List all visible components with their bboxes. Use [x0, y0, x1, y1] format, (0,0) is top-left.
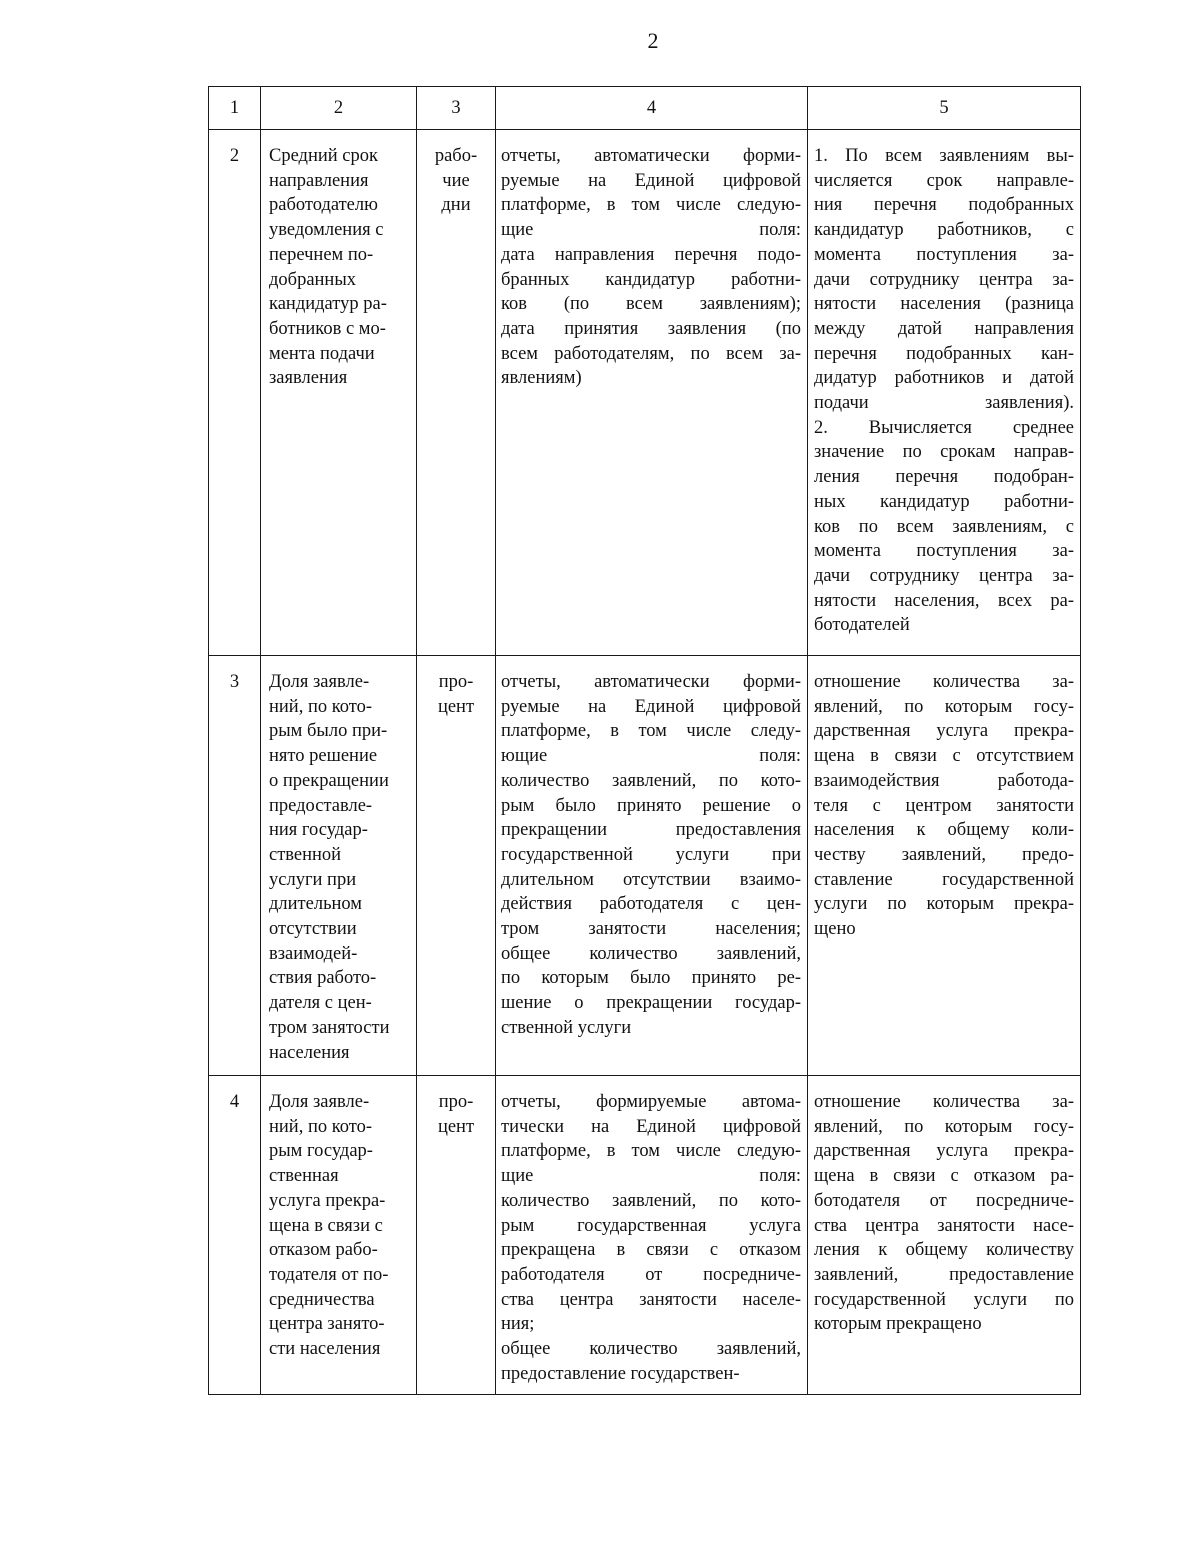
indicator-name-line: средничества: [269, 1289, 375, 1310]
calculation-method-line: населения к общему коли-: [814, 820, 1074, 841]
indicator-name: [261, 656, 417, 1076]
row-number: 3: [209, 656, 261, 1076]
data-source-line: щие поля:: [501, 220, 801, 241]
data-source-line: по которым было принято ре-: [501, 968, 801, 989]
calculation-method-line: ления перечня подобран-: [814, 467, 1074, 488]
data-source: [496, 1076, 808, 1395]
calculation-method-line: перечня подобранных кан-: [814, 343, 1074, 364]
calculation-method-line: ботодателей: [814, 615, 910, 636]
data-source-line: общее количество заявлений,: [501, 943, 801, 964]
calculation-method-line: щена в связи с отсутствием: [814, 746, 1074, 767]
indicator-name-line: ствия работо-: [269, 968, 377, 989]
indicator-name-line: рым было при-: [269, 721, 388, 742]
unit-of-measure-line: дни: [441, 195, 471, 216]
calculation-method: [808, 1076, 1081, 1395]
calculation-method-line: взаимодействия работода-: [814, 770, 1074, 791]
data-source-line: бранных кандидатур работни-: [501, 269, 801, 290]
indicator-name-line: нято решение: [269, 746, 378, 767]
data-source-line: шение о прекращении государ-: [501, 993, 801, 1014]
calculation-method-line: момента поступления за-: [814, 541, 1074, 562]
calculation-method-line: числяется срок направле-: [814, 170, 1074, 191]
calculation-method-line: которым прекращено: [814, 1314, 982, 1335]
data-source-line: платформе, в том числе следую-: [501, 195, 801, 216]
data-source-line: работодателя от посредниче-: [501, 1264, 801, 1285]
indicator-name-line: сти населения: [269, 1339, 381, 1360]
calculation-method-line: заявлений, предоставление: [814, 1264, 1074, 1285]
data-source-line: длительном отсутствии взаимо-: [501, 869, 801, 890]
calculation-method-line: ления к общему количеству: [814, 1240, 1074, 1261]
calculation-method-line: щено: [814, 919, 856, 940]
calculation-method-line: услуги по которым прекра-: [814, 894, 1074, 915]
calculation-method-line: отношение количества за-: [814, 672, 1074, 692]
calculation-method-line: между датой направления: [814, 318, 1074, 339]
calculation-method-line: щена в связи с отказом ра-: [814, 1166, 1074, 1187]
calculation-method: [808, 656, 1081, 1076]
calculation-method-line: дачи сотруднику центра за-: [814, 269, 1074, 290]
indicator-name: [261, 1076, 417, 1395]
table-row: [209, 1076, 1081, 1395]
data-source-line: дата принятия заявления (по: [501, 318, 801, 339]
indicator-name-line: ботников с мо-: [269, 318, 386, 339]
indicator-name-line: рым государ-: [269, 1141, 373, 1162]
data-source-line: платформе, в том числе следую-: [501, 1141, 801, 1162]
indicator-name-line: работодателю: [269, 195, 378, 216]
calculation-method-line: дарственная услуга прекра-: [814, 1141, 1074, 1162]
indicator-name-line: направления: [269, 170, 369, 191]
data-source-line: тром занятости населения;: [501, 919, 801, 940]
calculation-method-line: ства центра занятости насе-: [814, 1215, 1074, 1236]
calculation-method-line: ставление государственной: [814, 869, 1074, 890]
header-col-4: 4: [496, 87, 808, 130]
data-source-line: ства центра занятости населе-: [501, 1289, 801, 1310]
data-source-line: руемые на Единой цифровой: [501, 170, 801, 191]
row-number: 2: [209, 130, 261, 656]
data-source-line: ющие поля:: [501, 746, 801, 767]
data-source-line: отчеты, формируемые автома-: [501, 1092, 801, 1112]
indicator-name-line: уведомления с: [269, 220, 384, 241]
indicator-name-line: ний, по кото-: [269, 1116, 373, 1137]
calculation-method-line: подачи заявления).: [814, 393, 1074, 414]
data-source-line: государственной услуги при: [501, 844, 801, 865]
data-source-line: платформе, в том числе следу-: [501, 721, 801, 742]
indicator-name-line: ний, по кото-: [269, 696, 373, 717]
indicator-name-line: тодателя от по-: [269, 1264, 389, 1285]
data-source: [496, 130, 808, 656]
calculation-method-line: значение по срокам направ-: [814, 442, 1074, 463]
data-source-line: действия работодателя с цен-: [501, 894, 801, 915]
indicator-name-line: перечнем по-: [269, 244, 374, 265]
calculation-method: [808, 130, 1081, 656]
data-source-line: ков (по всем заявлениям);: [501, 294, 801, 315]
calculation-method-line: ния перечня подобранных: [814, 195, 1074, 216]
calculation-method-line: явлений, по которым госу-: [814, 1116, 1074, 1137]
calculation-method-line: кандидатур работников, с: [814, 220, 1074, 241]
data-source-line: отчеты, автоматически форми-: [501, 672, 801, 692]
unit-of-measure: [417, 656, 496, 1076]
indicator-name-line: щена в связи с: [269, 1215, 383, 1236]
unit-of-measure-line: чие: [442, 170, 470, 191]
calculation-method-line: дидатур работников и датой: [814, 368, 1074, 389]
data-source-line: предоставление государствен-: [501, 1363, 740, 1384]
data-source-line: ственной услуги: [501, 1017, 632, 1038]
indicator-name-line: Доля заявле-: [269, 1092, 370, 1112]
data-source-line: отчеты, автоматически форми-: [501, 146, 801, 166]
indicator-name-line: предоставле-: [269, 795, 373, 816]
indicator-name-line: длительном: [269, 894, 363, 915]
calculation-method-line: честву заявлений, предо-: [814, 844, 1074, 865]
header-col-2: 2: [261, 87, 417, 130]
unit-of-measure: [417, 130, 496, 656]
indicator-name-line: взаимодей-: [269, 943, 358, 964]
unit-of-measure-line: рабо-: [434, 146, 478, 166]
calculation-method-line: момента поступления за-: [814, 244, 1074, 265]
data-source-line: количество заявлений, по кото-: [501, 1190, 801, 1211]
data-source-line: рым было принято решение о: [501, 795, 801, 816]
data-source-line: щие поля:: [501, 1166, 801, 1187]
indicator-name-line: отказом рабо-: [269, 1240, 378, 1261]
indicator-name-line: ственная: [269, 1166, 339, 1187]
calculation-method-line: теля с центром занятости: [814, 795, 1074, 816]
data-source-line: рым государственная услуга: [501, 1215, 801, 1236]
indicator-name-line: Доля заявле-: [269, 672, 370, 692]
data-source-line: прекращении предоставления: [501, 820, 801, 841]
indicator-name: [261, 130, 417, 656]
indicator-table: [208, 86, 1081, 1395]
calculation-method-line: 1. По всем заявлениям вы-: [814, 146, 1074, 166]
data-source-line: общее количество заявлений,: [501, 1339, 801, 1360]
calculation-method-line: нятости населения (разница: [814, 294, 1074, 315]
indicator-name-line: о прекращении: [269, 770, 389, 791]
calculation-method-line: отношение количества за-: [814, 1092, 1074, 1112]
calculation-method-line: ных кандидатур работни-: [814, 491, 1074, 512]
unit-of-measure-line: про-: [438, 1092, 474, 1112]
unit-of-measure-line: про-: [438, 672, 474, 692]
unit-of-measure-line: цент: [437, 696, 475, 717]
indicator-name-line: ственной: [269, 844, 342, 865]
calculation-method-line: 2. Вычисляется среднее: [814, 417, 1074, 438]
data-source-line: прекращена в связи с отказом: [501, 1240, 801, 1261]
header-col-5: 5: [808, 87, 1081, 130]
calculation-method-line: государственной услуги по: [814, 1289, 1074, 1310]
indicator-name-line: мента подачи: [269, 343, 375, 364]
indicator-name-line: добранных: [269, 269, 357, 290]
indicator-name-line: услуга прекра-: [269, 1190, 386, 1211]
data-source-line: дата направления перечня подо-: [501, 244, 801, 265]
data-source-line: всем работодателям, по всем за-: [501, 343, 801, 364]
calculation-method-line: дачи сотруднику центра за-: [814, 565, 1074, 586]
indicator-name-line: ния государ-: [269, 820, 368, 841]
page-number: 2: [647, 28, 659, 53]
indicator-name-line: услуги при: [269, 869, 357, 890]
row-number: 4: [209, 1076, 261, 1395]
unit-of-measure-line: цент: [437, 1116, 475, 1137]
data-source: [496, 656, 808, 1076]
indicator-name-line: Средний срок: [269, 146, 378, 166]
unit-of-measure: [417, 1076, 496, 1395]
data-source-line: количество заявлений, по кото-: [501, 770, 801, 791]
header-col-3: 3: [417, 87, 496, 130]
indicator-name-line: отсутствии: [269, 919, 357, 940]
calculation-method-line: ботодателя от посредниче-: [814, 1190, 1074, 1211]
data-source-line: ния;: [501, 1314, 535, 1335]
indicator-name-line: заявления: [269, 368, 348, 389]
indicator-name-line: центра занято-: [269, 1314, 385, 1335]
table-row: [209, 130, 1081, 656]
table-header-row: [209, 87, 1081, 130]
indicator-name-line: кандидатур ра-: [269, 294, 387, 315]
header-col-1: 1: [209, 87, 261, 130]
data-source-line: явлениям): [501, 368, 582, 389]
data-source-line: руемые на Единой цифровой: [501, 696, 801, 717]
calculation-method-line: явлений, по которым госу-: [814, 696, 1074, 717]
indicator-name-line: дателя с цен-: [269, 993, 372, 1014]
indicator-name-line: тром занятости: [269, 1017, 390, 1038]
calculation-method-line: нятости населения, всех ра-: [814, 590, 1074, 611]
calculation-method-line: ков по всем заявлениям, с: [814, 516, 1074, 537]
calculation-method-line: дарственная услуга прекра-: [814, 721, 1074, 742]
data-source-line: тически на Единой цифровой: [501, 1116, 801, 1137]
indicator-name-line: населения: [269, 1042, 350, 1063]
table-row: [209, 656, 1081, 1076]
